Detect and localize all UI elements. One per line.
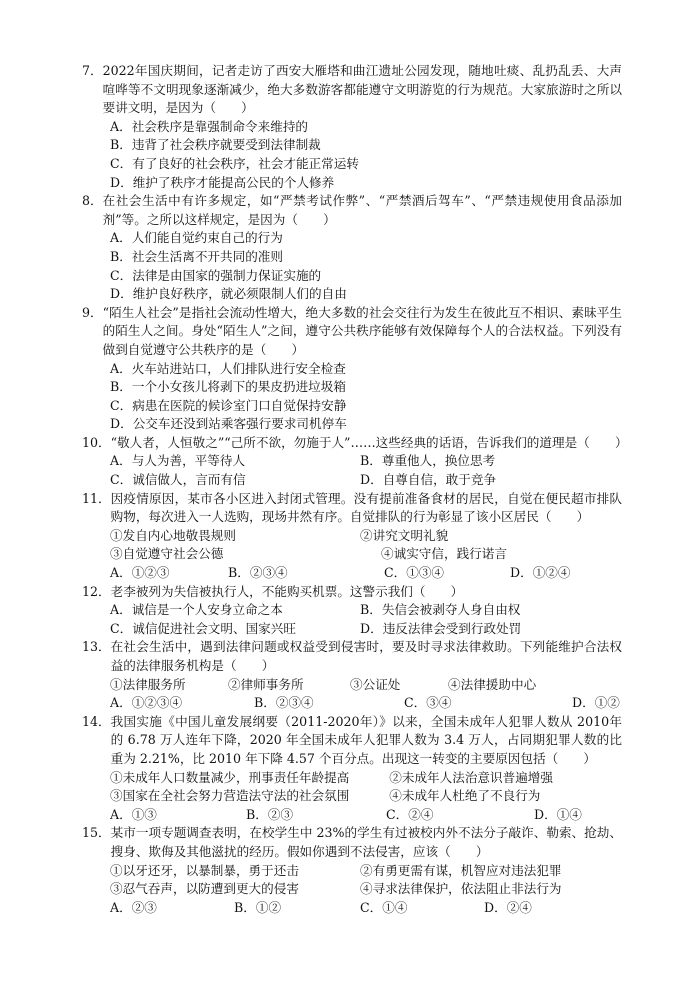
question-number: 9． — [82, 304, 103, 320]
question-number: 8． — [82, 193, 103, 209]
statement-1: ①未成年人口数量减少，刑事责任年龄提高 — [110, 769, 350, 785]
statement-4: ④寻求法律保护，依法阻止非法行为 — [360, 881, 562, 897]
question-13 — [82, 638, 622, 712]
statement-4: ④诚实守信，践行诺言 — [381, 546, 507, 562]
statement-2: ②有勇更需有谋，机智应对违法犯罪 — [360, 862, 562, 878]
question-9 — [82, 304, 622, 434]
option-d: D．公交车还没到站乘客强行要求司机停车 — [110, 416, 347, 432]
question-number: 10． — [82, 434, 111, 450]
option-b: B．②③④ — [254, 695, 314, 711]
option-d: D．②④ — [484, 899, 532, 915]
question-stem: 老李被列为失信被执行人，不能购买机票。这警示我们（ ） — [110, 583, 464, 599]
option-b: B．②③④ — [228, 565, 288, 581]
statement-3: ③公证处 — [350, 676, 401, 692]
option-a: A．②③ — [110, 899, 157, 915]
statement-2: ②未成年人法治意识普遍增强 — [389, 769, 553, 785]
option-b: B．违背了社会秩序就要受到法律制裁 — [110, 137, 321, 153]
option-b: B．一个小女孩儿将剥下的果皮扔进垃圾箱 — [110, 379, 346, 395]
question-10 — [82, 434, 628, 490]
option-a: A．①②③④ — [110, 695, 183, 711]
option-d: D．维护良好秩序，就必须限制人们的自由 — [110, 286, 347, 302]
question-12 — [82, 583, 622, 639]
question-stem: 某市一项专题调查表明，在校学生中 23%的学生有过被校内外不法分子敲诈、勒索、抢劫、搜身、欺侮及其他滋扰的经历。假如你遇到不法侵害，应该（ ） — [110, 825, 622, 859]
option-c: C．①④ — [360, 899, 408, 915]
option-a: A．①③ — [110, 806, 157, 822]
statement-4: ④法律援助中心 — [448, 676, 537, 692]
option-a: A．①②③ — [110, 565, 170, 581]
question-stem: 在社会生活中，遇到法律问题或权益受到侵害时，要及时寻求法律救助。下列能维护合法权益的法律服务机构是（ ） — [110, 639, 622, 673]
option-b: B．失信会被剥夺人身自由权 — [360, 602, 521, 618]
question-number: 7． — [82, 63, 103, 78]
question-number: 13． — [82, 639, 111, 655]
question-stem: “敬人者，人恒敬之”“己所不欲，勿施于人”……这些经典的话语，告诉我们的道理是（ ） — [110, 434, 628, 450]
option-d: D．维护了秩序才能提高公民的个人修养 — [110, 174, 335, 190]
option-a: A．火车站进站口，人们排队进行安全检查 — [110, 360, 346, 376]
statement-2: ②律师事务所 — [228, 676, 304, 692]
statement-4: ④未成年人杜绝了不良行为 — [389, 788, 541, 804]
option-c: C．③④ — [404, 695, 452, 711]
option-c: C．②④ — [386, 806, 434, 822]
question-number: 15． — [82, 825, 111, 841]
option-a: A．诚信是一个人安身立命之本 — [110, 602, 283, 618]
option-d: D．①④ — [534, 806, 582, 822]
question-stem: 2022年国庆期间，记者走访了西安大雁塔和曲江遗址公园发现，随地吐痰、乱扔乱丢、大声喧哗等不文明现象逐渐减少，绝大多数游客都能遵守文明游览的行为规范。大家旅游时之所以要讲文明，是因为（ ） — [102, 63, 622, 116]
option-b: B．社会生活离不开共同的准则 — [110, 248, 283, 264]
question-number: 12． — [82, 583, 111, 599]
option-c: C．诚信促进社会文明、国家兴旺 — [110, 620, 296, 636]
question-stem: 在社会生活中有许多规定，如“严禁考试作弊”、“严禁酒后驾车”、“严禁违规使用食品添加剂”等。之所以这样规定，是因为（ ） — [102, 193, 622, 227]
option-c: C．诚信做人，言而有信 — [110, 472, 246, 488]
question-stem: “陌生人社会”是指社会流动性增大，绝大多数的社会交往行为发生在彼此互不相识、素昧平生的陌生人之间。身处“陌生人”之间，遵守公共秩序能够有效保障每个人的合法权益。下列没有做到自觉遵守公共秩序的是（ ） — [102, 304, 622, 357]
question-14 — [82, 713, 622, 825]
statement-3: ③国家在全社会努力营造法守法的社会氛围 — [110, 788, 350, 804]
question-number: 14． — [82, 713, 111, 729]
option-b: B．①② — [234, 899, 282, 915]
question-15 — [82, 824, 622, 917]
question-8 — [82, 192, 622, 304]
exam-page — [82, 62, 628, 917]
option-d: D．违反法律会受到行政处罚 — [360, 620, 522, 636]
statement-1: ①发自内心地敬畏规则 — [110, 527, 236, 543]
option-a: A．与人为善，平等待人 — [110, 453, 246, 469]
option-c: C．有了良好的社会秩序，社会才能正常运转 — [110, 155, 359, 171]
statement-1: ①以牙还牙，以暴制暴，勇于还击 — [110, 862, 299, 878]
statement-3: ③忍气吞声，以防遭到更大的侵害 — [110, 881, 299, 897]
option-c: C．病患在医院的候诊室门口自觉保持安静 — [110, 397, 347, 413]
option-d: D．①②④ — [510, 565, 571, 581]
question-stem: 我国实施《中国儿童发展纲要（2011-2020年）》以来，全国未成年人犯罪人数从 2010年的 6.78 万人连年下降，2020 年全国未成年人犯罪人数为 3.4 万人，占同期犯罪人数的比重为 2.21%，比 2010 年下降 4.57 个百分点。出现这一转变的主要原因包括（ ） — [110, 713, 622, 766]
option-a: A．社会秩序是靠强制命令来维持的 — [110, 118, 309, 134]
question-number: 11． — [82, 490, 111, 506]
statement-2: ②讲究文明礼貌 — [360, 527, 449, 543]
question-11 — [82, 490, 622, 583]
statement-1: ①法律服务所 — [110, 676, 186, 692]
option-a: A．人们能自觉约束自己的行为 — [110, 230, 283, 246]
statement-3: ③自觉遵守社会公德 — [110, 546, 224, 562]
option-d: D．①② — [572, 695, 620, 711]
option-b: B．②③ — [246, 806, 294, 822]
option-b: B．尊重他人，换位思考 — [360, 453, 496, 469]
option-c: C．法律是由国家的强制力保证实施的 — [110, 267, 322, 283]
question-stem: 因疫情原因，某市各小区进入封闭式管理。没有提前准备食材的居民，自觉在便民超市排队购物，每次进入一人选购，现场井然有序。自觉排队的行为彰显了该小区居民（ ） — [110, 490, 622, 525]
option-d: D．自尊自信，敢于竞争 — [360, 472, 497, 488]
option-c: C．①③④ — [384, 565, 445, 581]
question-7 — [82, 62, 622, 192]
